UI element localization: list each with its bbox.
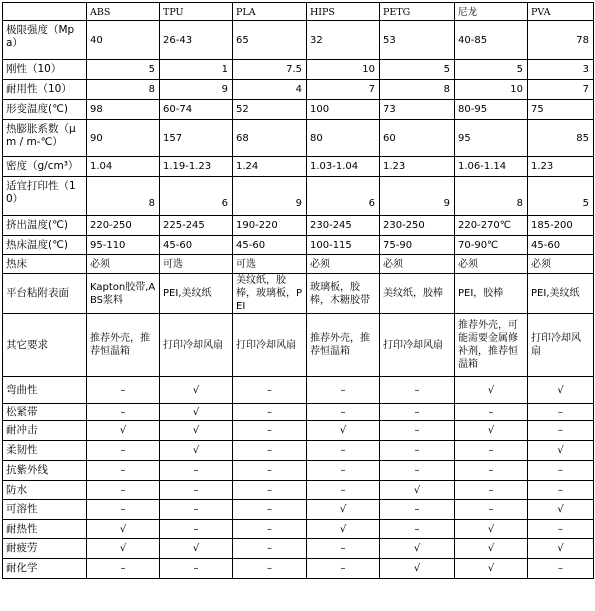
table-cell: √ [87, 421, 160, 441]
table-cell: – [528, 481, 594, 500]
table-cell: √ [307, 520, 380, 539]
table-cell: 1.24 [233, 157, 307, 177]
column-header: ABS [87, 3, 160, 21]
table-cell: 230-245 [307, 216, 380, 236]
table-row [3, 500, 594, 520]
table-cell: 68 [233, 120, 307, 157]
table-cell: 185-200 [528, 216, 594, 236]
table-cell: 75 [528, 100, 594, 120]
table-cell: 1.03-1.04 [307, 157, 380, 177]
table-cell: 90 [87, 120, 160, 157]
row-label: 形变温度(℃) [3, 100, 87, 120]
table-cell: √ [160, 404, 233, 421]
table-cell: 5 [380, 60, 455, 80]
table-cell: 1.19-1.23 [160, 157, 233, 177]
table-cell: – [87, 461, 160, 481]
row-label: 柔韧性 [3, 441, 87, 461]
table-cell: 53 [380, 21, 455, 60]
table-cell: √ [87, 520, 160, 539]
table-cell: 必须 [87, 255, 160, 274]
table-cell: – [233, 377, 307, 404]
row-label: 耐热性 [3, 520, 87, 539]
table-cell: 32 [307, 21, 380, 60]
table-cell: 必须 [307, 255, 380, 274]
table-cell: √ [380, 481, 455, 500]
table-cell: 45-60 [233, 236, 307, 255]
table-row [3, 441, 594, 461]
table-cell: 7 [528, 80, 594, 100]
table-cell: – [528, 520, 594, 539]
table-cell: √ [528, 441, 594, 461]
table-cell: – [233, 559, 307, 579]
table-cell: 7.5 [233, 60, 307, 80]
table-cell: 73 [380, 100, 455, 120]
row-label: 耐化学 [3, 559, 87, 579]
table-cell: 225-245 [160, 216, 233, 236]
table-cell: 85 [528, 120, 594, 157]
table-cell: 美纹纸，胶棒 [380, 274, 455, 314]
table-cell: – [528, 559, 594, 579]
table-cell: – [160, 559, 233, 579]
row-label: 挤出温度(℃) [3, 216, 87, 236]
table-cell: 打印冷却风扇 [160, 314, 233, 377]
column-header: PLA [233, 3, 307, 21]
table-cell: √ [528, 500, 594, 520]
table-cell: √ [160, 377, 233, 404]
table-cell: √ [455, 539, 528, 559]
table-cell: 70-90℃ [455, 236, 528, 255]
table-cell: √ [307, 421, 380, 441]
row-label: 适宜打印性（10） [3, 177, 87, 216]
table-cell: – [160, 481, 233, 500]
table-row [3, 157, 594, 177]
table-cell: 可选 [233, 255, 307, 274]
table-cell: 100-115 [307, 236, 380, 255]
row-label: 防水 [3, 481, 87, 500]
row-label: 热床 [3, 255, 87, 274]
row-label: 耐冲击 [3, 421, 87, 441]
table-row [3, 404, 594, 421]
table-row [3, 377, 594, 404]
row-label: 松紧带 [3, 404, 87, 421]
table-cell: – [307, 539, 380, 559]
table-cell: – [233, 404, 307, 421]
table-cell: Kapton胶带,ABS浆料 [87, 274, 160, 314]
column-header: PETG [380, 3, 455, 21]
table-row [3, 314, 594, 377]
table-cell: √ [528, 377, 594, 404]
table-cell: 打印冷却风扇 [528, 314, 594, 377]
table-cell: 9 [380, 177, 455, 216]
row-label: 耐用性（10） [3, 80, 87, 100]
table-cell: – [87, 441, 160, 461]
table-cell: – [233, 539, 307, 559]
table-cell: – [455, 441, 528, 461]
table-cell: 打印冷却风扇 [380, 314, 455, 377]
table-cell: – [455, 404, 528, 421]
table-cell: 1.04 [87, 157, 160, 177]
table-cell: 推荐外壳，可能需要金属修补剂，推荐恒温箱 [455, 314, 528, 377]
table-cell: 95 [455, 120, 528, 157]
table-cell: 220-250 [87, 216, 160, 236]
table-cell: 40-85 [455, 21, 528, 60]
table-row [3, 21, 594, 60]
table-cell: – [380, 377, 455, 404]
table-cell: √ [380, 539, 455, 559]
table-cell: 52 [233, 100, 307, 120]
table-row [3, 539, 594, 559]
header-row [3, 3, 594, 21]
table-cell: 78 [528, 21, 594, 60]
table-cell: √ [380, 559, 455, 579]
table-cell: 必须 [380, 255, 455, 274]
table-cell: – [233, 421, 307, 441]
table-cell: 8 [87, 177, 160, 216]
table-cell: – [455, 500, 528, 520]
row-label: 耐疲劳 [3, 539, 87, 559]
table-cell: 80-95 [455, 100, 528, 120]
table-cell: – [87, 377, 160, 404]
table-cell: 1.23 [528, 157, 594, 177]
table-cell: 80 [307, 120, 380, 157]
table-cell: 1 [160, 60, 233, 80]
table-cell: 6 [160, 177, 233, 216]
table-cell: 8 [380, 80, 455, 100]
table-cell: – [528, 421, 594, 441]
table-cell: 10 [455, 80, 528, 100]
table-cell: – [528, 404, 594, 421]
table-cell: 45-60 [160, 236, 233, 255]
table-cell: 5 [528, 177, 594, 216]
table-row [3, 461, 594, 481]
row-label: 热膨胀系数（µm / m-℃） [3, 120, 87, 157]
table-cell: 60-74 [160, 100, 233, 120]
table-cell: – [233, 481, 307, 500]
row-label: 刚性（10） [3, 60, 87, 80]
table-cell: 9 [160, 80, 233, 100]
table-cell: 推荐外壳，推荐恒温箱 [87, 314, 160, 377]
table-cell: – [87, 404, 160, 421]
table-cell: – [160, 461, 233, 481]
row-label: 极限强度（Mpa） [3, 21, 87, 60]
table-cell: – [160, 500, 233, 520]
column-header: 尼龙 [455, 3, 528, 21]
table-cell: – [87, 500, 160, 520]
table-cell: – [528, 461, 594, 481]
table-cell: √ [160, 441, 233, 461]
table-cell: √ [160, 421, 233, 441]
table-cell: 75-90 [380, 236, 455, 255]
table-row [3, 236, 594, 255]
table-cell: 可选 [160, 255, 233, 274]
corner-cell [3, 3, 87, 21]
column-header: HIPS [307, 3, 380, 21]
table-cell: – [87, 481, 160, 500]
table-cell: – [233, 520, 307, 539]
table-cell: 必须 [528, 255, 594, 274]
table-cell: – [307, 461, 380, 481]
table-row [3, 520, 594, 539]
table-cell: PEI,美纹纸 [528, 274, 594, 314]
table-cell: √ [87, 539, 160, 559]
table-cell: 45-60 [528, 236, 594, 255]
table-cell: √ [455, 520, 528, 539]
table-cell: – [380, 500, 455, 520]
table-cell: – [455, 461, 528, 481]
column-header: TPU [160, 3, 233, 21]
table-row [3, 100, 594, 120]
table-cell: – [380, 404, 455, 421]
table-cell: 98 [87, 100, 160, 120]
table-cell: 65 [233, 21, 307, 60]
column-header: PVA [528, 3, 594, 21]
table-cell: 190-220 [233, 216, 307, 236]
table-cell: – [307, 377, 380, 404]
table-cell: 4 [233, 80, 307, 100]
table-cell: 打印冷却风扇 [233, 314, 307, 377]
table-cell: √ [160, 539, 233, 559]
table-cell: 1.23 [380, 157, 455, 177]
table-cell: √ [455, 421, 528, 441]
table-cell: 100 [307, 100, 380, 120]
table-cell: 8 [87, 80, 160, 100]
table-cell: – [307, 481, 380, 500]
table-cell: 美纹纸，胶棒，玻璃板，PEI [233, 274, 307, 314]
table-cell: – [233, 461, 307, 481]
table-cell: 玻璃板，胶棒，木糖胶带 [307, 274, 380, 314]
table-cell: – [455, 481, 528, 500]
table-row [3, 177, 594, 216]
table-cell: – [307, 404, 380, 421]
row-label: 抗紫外线 [3, 461, 87, 481]
table-cell: 10 [307, 60, 380, 80]
table-cell: 6 [307, 177, 380, 216]
table-cell: – [380, 441, 455, 461]
table-cell: 5 [455, 60, 528, 80]
table-cell: 60 [380, 120, 455, 157]
table-cell: – [233, 441, 307, 461]
table-row [3, 255, 594, 274]
row-label: 可溶性 [3, 500, 87, 520]
table-cell: – [160, 520, 233, 539]
table-cell: 26-43 [160, 21, 233, 60]
table-cell: 157 [160, 120, 233, 157]
table-row [3, 120, 594, 157]
table-cell: √ [455, 377, 528, 404]
row-label: 平台粘附表面 [3, 274, 87, 314]
table-cell: 40 [87, 21, 160, 60]
table-cell: 必须 [455, 255, 528, 274]
table-row [3, 421, 594, 441]
table-cell: √ [455, 559, 528, 579]
table-cell: – [307, 559, 380, 579]
row-label: 弯曲性 [3, 377, 87, 404]
table-cell: √ [528, 539, 594, 559]
table-cell: 3 [528, 60, 594, 80]
table-cell: – [307, 441, 380, 461]
table-cell: 220-270℃ [455, 216, 528, 236]
table-row [3, 559, 594, 579]
table-cell: 95-110 [87, 236, 160, 255]
row-label: 密度（g/cm³） [3, 157, 87, 177]
material-comparison-table [2, 2, 594, 579]
table-cell: PEI,美纹纸 [160, 274, 233, 314]
table-cell: 9 [233, 177, 307, 216]
table-cell: PEI，胶棒 [455, 274, 528, 314]
table-cell: 8 [455, 177, 528, 216]
table-row [3, 80, 594, 100]
table-cell: 1.06-1.14 [455, 157, 528, 177]
table-cell: – [87, 559, 160, 579]
table-row [3, 216, 594, 236]
table-cell: 推荐外壳，推荐恒温箱 [307, 314, 380, 377]
table-cell: – [380, 421, 455, 441]
table-row [3, 481, 594, 500]
table-cell: 7 [307, 80, 380, 100]
table-row [3, 60, 594, 80]
table-cell: – [380, 461, 455, 481]
table-row [3, 274, 594, 314]
row-label: 其它要求 [3, 314, 87, 377]
table-cell: √ [307, 500, 380, 520]
table-cell: – [380, 520, 455, 539]
table-cell: 230-250 [380, 216, 455, 236]
table-cell: – [233, 500, 307, 520]
table-cell: 5 [87, 60, 160, 80]
row-label: 热床温度(℃) [3, 236, 87, 255]
